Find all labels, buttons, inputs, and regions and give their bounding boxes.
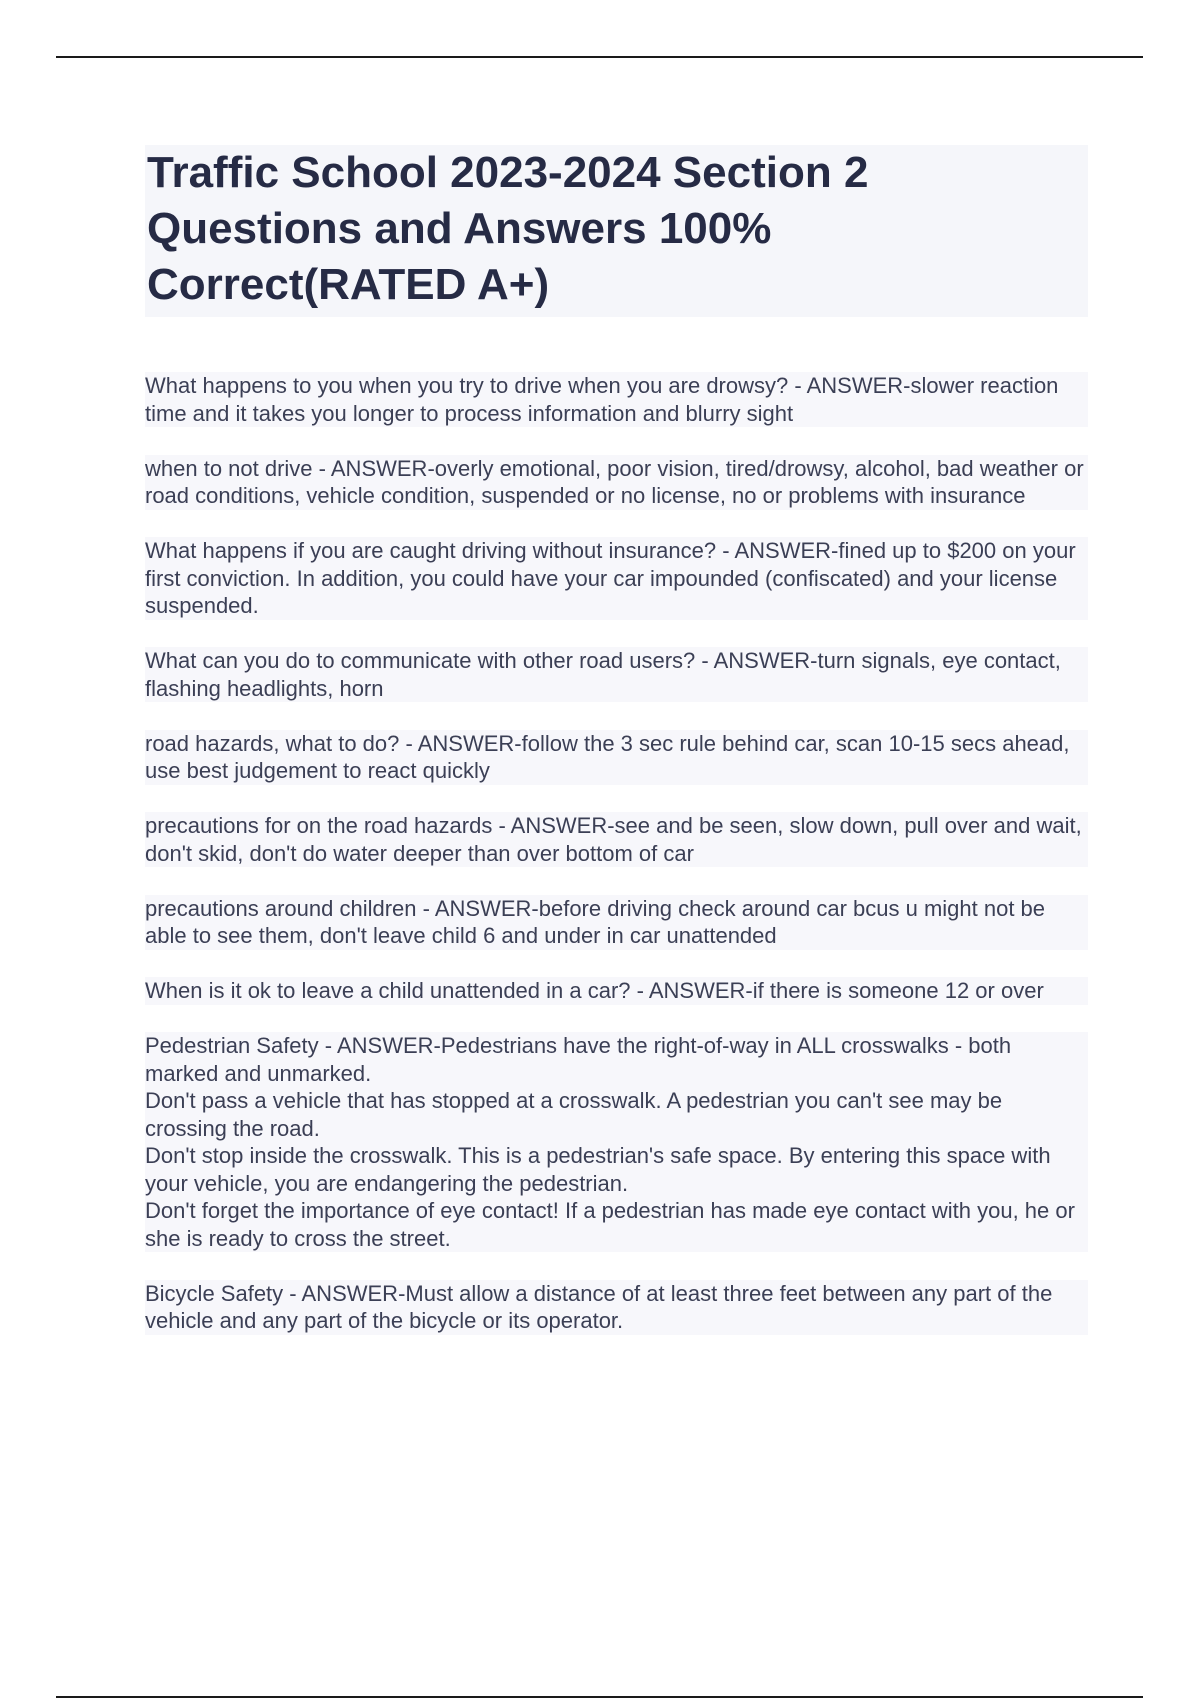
qa-item-drowsy: What happens to you when you try to drive when you are drowsy? - ANSWER-slower reaction time and it takes you longer to process information and blurry sight bbox=[145, 372, 1088, 427]
qa-item-road-hazards: road hazards, what to do? - ANSWER-follow the 3 sec rule behind car, scan 10-15 secs ahead, use best judgement to react quickly bbox=[145, 730, 1088, 785]
top-rule bbox=[56, 56, 1143, 58]
qa-list bbox=[145, 372, 1088, 1335]
document-body bbox=[145, 145, 1088, 1362]
qa-item-bicycle-safety: Bicycle Safety - ANSWER-Must allow a distance of at least three feet between any part of the vehicle and any part of the bicycle or its operator. bbox=[145, 1280, 1088, 1335]
qa-item-no-insurance: What happens if you are caught driving without insurance? - ANSWER-fined up to $200 on your first conviction. In addition, you could have your car impounded (confiscated) and your license suspended. bbox=[145, 537, 1088, 620]
title-block bbox=[145, 145, 1088, 317]
qa-item-communicate: What can you do to communicate with other road users? - ANSWER-turn signals, eye contact, flashing headlights, horn bbox=[145, 647, 1088, 702]
qa-item-hazard-precautions: precautions for on the road hazards - ANSWER-see and be seen, slow down, pull over and wait, don't skid, don't do water deeper than over bottom of car bbox=[145, 812, 1088, 867]
qa-item-pedestrian-safety: Pedestrian Safety - ANSWER-Pedestrians have the right-of-way in ALL crosswalks - both marked and unmarked. Don't pass a vehicle that has stopped at a crosswalk. A pedestrian you can't see may be crossing the road. Don't stop inside the crosswalk. This is a pedestrian's safe space. By entering this space with your vehicle, you are endangering the pedestrian. Don't forget the importance of eye contact! If a pedestrian has made eye contact with you, he or she is ready to cross the street. bbox=[145, 1032, 1088, 1252]
qa-item-child-unattended: When is it ok to leave a child unattended in a car? - ANSWER-if there is someone 12 or over bbox=[145, 977, 1088, 1005]
qa-item-children: precautions around children - ANSWER-before driving check around car bcus u might not be able to see them, don't leave child 6 and under in car unattended bbox=[145, 895, 1088, 950]
bottom-rule bbox=[56, 1696, 1143, 1698]
document-title: Traffic School 2023-2024 Section 2 Questions and Answers 100% Correct(RATED A+) bbox=[147, 148, 869, 309]
qa-item-when-not-drive: when to not drive - ANSWER-overly emotional, poor vision, tired/drowsy, alcohol, bad weather or road conditions, vehicle condition, suspended or no license, no or problems with insurance bbox=[145, 455, 1088, 510]
